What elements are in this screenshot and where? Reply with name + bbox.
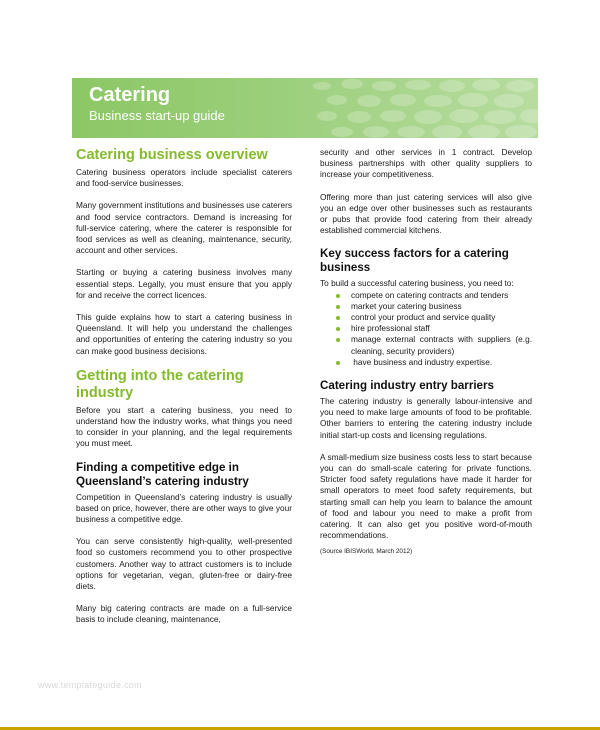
bullet-icon <box>336 361 340 365</box>
key-success-factors-intro: To build a successful catering business, you need to: <box>320 278 514 289</box>
bullet-icon <box>336 327 340 331</box>
document-title: Catering <box>89 84 171 106</box>
overview-paragraph: This guide explains how to start a catering business in Queensland. It will help you understand the challenges and opportunities of entering the catering industry so you can make good business decisions. <box>76 312 292 356</box>
header-banner <box>72 78 538 138</box>
list-item-text: hire professional staff <box>351 323 430 334</box>
list-item <box>336 301 532 312</box>
bullet-icon <box>336 305 340 309</box>
list-item-text: market your catering business <box>351 300 462 311</box>
overview-heading: Catering business overview <box>76 147 268 163</box>
source-citation: (Source IBISWorld, March 2012) <box>320 548 413 556</box>
continued-paragraph: security and other services in 1 contract. Develop business partnerships with other quality suppliers to increase your competitiveness. <box>320 147 532 180</box>
list-item-text: have business and industry expertise. <box>351 356 493 367</box>
entry-barriers-paragraph: A small-medium size business costs less to start because you can do small-scale catering for private functions. Stricter food safety regulations have made it harder for small operators to meet food safety requirements, but starting small can help you learn to balance the amount of food and labour you need to make a profit from catering. It can also get you positive word-of-mouth recommendations. <box>320 451 532 541</box>
list-item <box>336 334 532 356</box>
list-item-text: manage external contracts with suppliers (e.g. cleaning, security providers) <box>351 334 532 356</box>
competitive-edge-paragraph: You can serve consistently high-quality, well-presented food so customers recommend you to other prospective customers. Another way to attract customers is to include options for vegetarian, vegan, gluten-free or dairy-free diets. <box>76 536 292 592</box>
left-column <box>76 147 292 637</box>
continued-paragraph: Offering more than just catering services will also give you an edge over other businesses such as restaurants or pubs that provide food catering from their already established commercial kitchens. <box>320 191 532 236</box>
list-item <box>336 357 532 368</box>
competitive-edge-paragraph: Many big catering contracts are made on a full-service basis to include cleaning, maintenance, <box>76 603 292 625</box>
bullet-icon <box>336 316 340 320</box>
list-item <box>336 312 532 323</box>
getting-into-industry-heading: Getting into the catering industry <box>76 367 244 401</box>
list-item-text: compete on catering contracts and tenders <box>351 289 509 300</box>
overview-paragraph: Catering business operators include specialist caterers and food-service businesses. <box>76 167 292 189</box>
overview-paragraph: Starting or buying a catering business involves many essential steps. Legally, you must ensure that you apply for and receive the correct licences. <box>76 267 292 300</box>
watermark-text: www.templateguide.com <box>38 680 142 690</box>
bullet-icon <box>336 338 340 342</box>
bullet-icon <box>336 294 340 298</box>
list-item <box>336 323 532 334</box>
list-item-text: control your product and service quality <box>351 312 496 323</box>
competitive-edge-heading: Finding a competitive edge in Queensland’s catering industry <box>76 460 249 488</box>
overview-paragraph: Many government institutions and businesses use caterers and food service contractors. Demand is increasing for full-service catering, where the caterer is responsible for food services as well as cleaning, maintenance, security, account and other services. <box>76 200 292 256</box>
entry-barriers-paragraph: The catering industry is generally labour-intensive and you need to make large amounts of food to be profitable. Other barriers to entering the catering industry include initial start-up costs and licensing regulations. <box>320 396 532 440</box>
key-success-factors-list <box>320 290 532 368</box>
document-subtitle: Business start-up guide <box>89 108 225 123</box>
getting-into-industry-paragraph: Before you start a catering business, you need to understand how the industry works, what things you need to consider in your planning, and the legal requirements you must meet. <box>76 404 292 449</box>
key-success-factors-heading: Key success factors for a catering business <box>320 247 509 275</box>
competitive-edge-paragraph: Competition in Queensland’s catering industry is usually based on price, however, there are other ways to give your business a competitive edge. <box>76 491 292 525</box>
right-column <box>320 147 532 556</box>
list-item <box>336 290 532 301</box>
entry-barriers-heading: Catering industry entry barriers <box>320 379 494 393</box>
